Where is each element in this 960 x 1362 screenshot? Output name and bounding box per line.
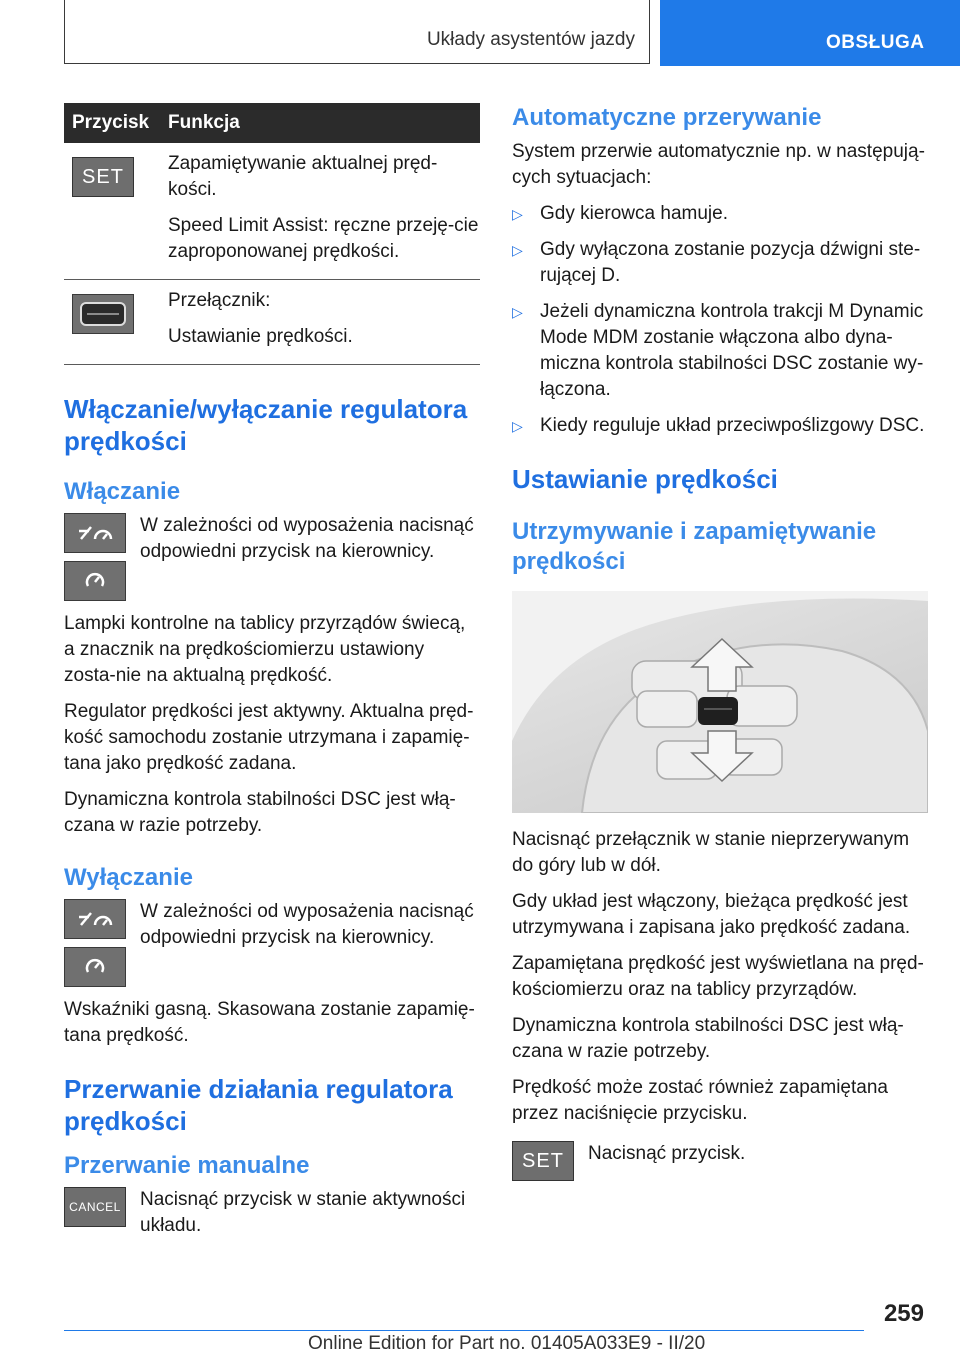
- table-row: [64, 143, 480, 280]
- right-column: [512, 103, 928, 1181]
- on-paragraph: Regulator prędkości jest aktywny. Aktualna pręd-kość samochodu zostanie utrzymana i zapamię-tana jako prędkość zadana.: [64, 701, 474, 774]
- heading-interrupt: Przerwanie działania regulatora prędkości: [64, 1074, 453, 1136]
- heading-hold: Utrzymywanie i zapamiętywanie prędkości: [512, 518, 877, 575]
- section-title: Układy asystentów jazdy: [426, 29, 635, 50]
- manual-instruction: [64, 1187, 480, 1239]
- speedometer-icon: [64, 947, 126, 987]
- triangle-bullet-icon: ▷: [512, 206, 523, 222]
- on-paragraph: Dynamiczna kontrola stabilności DSC jest włą-czana w razie potrzeby.: [64, 789, 456, 836]
- page-header: [0, 0, 960, 66]
- heading-set-speed: Ustawianie prędkości: [512, 464, 778, 494]
- heading-on: Włączanie: [64, 478, 181, 505]
- table-header-button: Przycisk: [64, 103, 160, 143]
- heading-manual: Przerwanie manualne: [64, 1152, 310, 1179]
- triangle-bullet-icon: ▷: [512, 242, 523, 258]
- list-item: ▷ Gdy wyłączona zostanie pozycja dźwigni ste-rującej D.: [512, 239, 921, 286]
- set-button-icon: SET: [512, 1141, 574, 1181]
- button-function-table: [64, 103, 480, 365]
- cruise-control-icon: [64, 899, 126, 939]
- off-text: W zależności od wyposażenia nacisnąć odpowiedni przycisk na kierownicy.: [140, 901, 474, 948]
- cancel-button-icon: CANCEL: [64, 1187, 126, 1227]
- on-paragraph: Lampki kontrolne na tablicy przyrządów świecą, a znacznik na prędkościomierzu ustawiony zosta-nie na aktualną prędkość.: [64, 613, 466, 686]
- heading-auto: Automatyczne przerywanie: [512, 104, 822, 131]
- auto-list: [512, 201, 928, 439]
- table-cell-text: Speed Limit Assist: ręczne przeję-cie zaproponowanej prędkości.: [168, 215, 479, 262]
- table-cell-text: Ustawianie prędkości.: [168, 326, 353, 347]
- chapter-tab-label: OBSŁUGA: [826, 32, 925, 53]
- hold-paragraph: Zapamiętana prędkość jest wyświetlana na pręd-kościomierzu oraz na tablicy przyrządów.: [512, 953, 924, 1000]
- off-instruction: [64, 899, 480, 987]
- footer: [64, 1330, 864, 1354]
- header-box: [64, 0, 650, 64]
- chapter-tab[interactable]: [660, 0, 960, 66]
- list-item: ▷ Gdy kierowca hamuje.: [512, 201, 928, 227]
- page-number: 259: [883, 1300, 924, 1327]
- speedometer-icon: [64, 561, 126, 601]
- list-item: ▷ Jeżeli dynamiczna kontrola trakcji M Dynamic Mode MDM zostanie włączona albo dyna-miczna kontrola stabilności DSC zostanie wy-łączona.: [512, 301, 924, 400]
- hold-paragraph: Dynamiczna kontrola stabilności DSC jest włą-czana w razie potrzeby.: [512, 1015, 904, 1062]
- on-instruction: [64, 513, 480, 601]
- table-row: [64, 280, 480, 365]
- auto-intro: System przerwie automatycznie np. w następują-cych sytuacjach:: [512, 141, 925, 188]
- left-column: [64, 103, 480, 1239]
- hold-paragraph: Nacisnąć przełącznik w stanie nieprzerywanym do góry lub w dół.: [512, 829, 910, 876]
- table-cell-text: Przełącznik:: [168, 290, 271, 311]
- edition-text: Online Edition for Part no. 01405A033E9 - II/20: [308, 1333, 706, 1354]
- set-instruction: [512, 1141, 928, 1181]
- manual-text: Nacisnąć przycisk w stanie aktywności układu.: [140, 1189, 466, 1236]
- table-cell-text: Zapamiętywanie aktualnej pręd-kości.: [168, 153, 438, 200]
- hold-paragraph: Gdy układ jest włączony, bieżąca prędkość jest utrzymywana i zapisana jako prędkość zadana.: [512, 891, 911, 938]
- list-item: ▷ Kiedy reguluje układ przeciwpoślizgowy DSC.: [512, 413, 928, 439]
- table-header-function: Funkcja: [160, 103, 480, 143]
- set-button-icon: SET: [72, 157, 134, 197]
- heading-off: Wyłączanie: [64, 864, 193, 891]
- set-text: Nacisnąć przycisk.: [588, 1143, 746, 1164]
- off-paragraph: Wskaźniki gasną. Skasowana zostanie zapamię-tana prędkość.: [64, 999, 475, 1046]
- on-text: W zależności od wyposażenia nacisnąć odpowiedni przycisk na kierownicy.: [140, 515, 474, 562]
- heading-switch: Włączanie/wyłączanie regulatora prędkości: [64, 394, 468, 456]
- triangle-bullet-icon: ▷: [512, 304, 523, 320]
- cruise-control-icon: [64, 513, 126, 553]
- hold-paragraph: Prędkość może zostać również zapamiętana przez naciśnięcie przycisku.: [512, 1077, 888, 1124]
- rocker-switch-icon: [72, 294, 134, 334]
- steering-wheel-photo: [512, 591, 928, 813]
- triangle-bullet-icon: ▷: [512, 418, 523, 434]
